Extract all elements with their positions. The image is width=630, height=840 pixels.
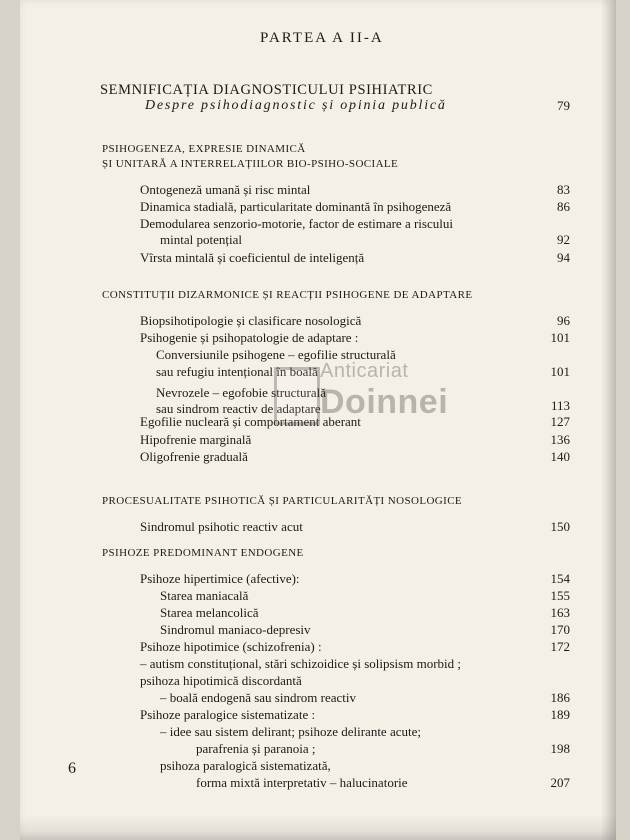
toc-page-number: 94 [557,250,570,265]
page-folio-number: 6 [68,760,76,777]
toc-page-number: 150 [550,519,570,534]
toc-entry: Oligofrenie graduală [140,449,248,464]
toc-page-number: 170 [550,622,570,637]
toc-page-number: 207 [550,775,570,790]
part-heading: PARTEA A II-A [260,30,384,46]
toc-page-number: 86 [557,199,570,214]
toc-page-number: 155 [550,588,570,603]
toc-page-number: 92 [557,232,570,247]
toc-entry: Hipofrenie marginală [140,432,252,447]
book-page [20,0,616,840]
toc-entry: Psihoze hipertimice (afective): [140,571,300,586]
watermark-box-icon [274,367,320,425]
toc-subentry: Sindromul maniaco-depresiv [160,622,311,637]
toc-subentry: Starea melancolică [160,605,259,620]
toc-page-number: 83 [557,182,570,197]
toc-subentry: – autism constituțional, stări schizoidice și solipsism morbid ; [140,656,462,671]
toc-page-number: 136 [550,432,570,447]
toc-subentry-continuation: sau sindrom reactiv de adaptare [156,401,321,416]
toc-subentry-continuation: – boală endogenă sau sindrom reactiv [160,690,357,705]
toc-subentry: psihoza paralogică sistematizată, [160,758,331,773]
toc-subentry: Starea maniacală [160,588,249,603]
toc-subentry-continuation: parafrenia și paranoia ; [196,741,316,756]
toc-page-number: 163 [550,605,570,620]
toc-entry: Egofilie nucleară și comportament aberant [140,414,361,429]
page-bottom-shadow [20,814,616,840]
section-title-procesualitate: PROCESUALITATE PSIHOTICĂ ȘI PARTICULARITĂȚI NOSOLOGICE [102,495,463,507]
toc-entry: Dinamica stadială, particularitate dominantă în psihogeneză [140,199,452,214]
toc-entry: Sindromul psihotic reactiv acut [140,519,303,534]
toc-page-number: 101 [550,364,570,379]
toc-entry: Psihogenie și psihopatologie de adaptare : [140,330,359,345]
toc-page-number: 101 [550,330,570,345]
section-title-endogene: PSIHOZE PREDOMINANT ENDOGENE [102,547,304,559]
intro-entry: Despre psihodiagnostic și opinia publică [145,98,447,113]
section-title-psihogeneza-1: PSIHOGENEZA, EXPRESIE DINAMICĂ [102,143,306,155]
toc-subentry: Conversiunile psihogene – egofilie structurală [156,347,396,362]
toc-entry: Vîrsta mintală și coeficientul de inteligență [140,250,365,265]
toc-page-number: 154 [550,571,570,586]
toc-entry: Psihoze hipotimice (schizofrenia) : [140,639,322,654]
intro-page-number: 79 [557,98,570,113]
toc-page-number: 186 [550,690,570,705]
toc-subentry: – idee sau sistem delirant; psihoze delirante acute; [160,724,421,739]
section-title-psihogeneza-2: ȘI UNITARĂ A INTERRELAȚIILOR BIO-PSIHO-SOCIALE [102,158,399,170]
toc-entry: Psihoze paralogice sistematizate : [140,707,316,722]
toc-subentry-continuation: sau refugiu intențional în boală [156,364,318,379]
page-edge-shadow [602,0,616,840]
toc-subentry-continuation: forma mixtă interpretativ – halucinatorie [196,775,408,790]
toc-page-number: 127 [550,414,570,429]
section-title-constitutii: CONSTITUȚII DIZARMONICE ȘI REACȚII PSIHOGENE DE ADAPTARE [102,289,473,301]
toc-subentry: psihoza hipotimică discordantă [140,673,302,688]
watermark-text-line-2: Doinnei [320,383,449,421]
store-watermark [264,355,474,447]
toc-entry: Ontogeneză umană și risc mintal [140,182,311,197]
toc-page-number: 140 [550,449,570,464]
toc-entry: Demodularea senzorio-motorie, factor de estimare a riscului [140,216,453,231]
toc-entry-continuation: mintal potențial [160,232,242,247]
toc-subentry: Nevrozele – egofobie structurală [156,385,327,400]
watermark-text-line-1: Anticariat [320,360,409,382]
toc-page-number: 113 [550,398,570,413]
toc-entry: Biopsihotipologie și clasificare nosologică [140,313,362,328]
toc-page-number: 189 [550,707,570,722]
toc-page-number: 96 [557,313,570,328]
main-title: SEMNIFICAȚIA DIAGNOSTICULUI PSIHIATRIC [100,82,433,98]
toc-page-number: 198 [550,741,570,756]
toc-page-number: 172 [550,639,570,654]
